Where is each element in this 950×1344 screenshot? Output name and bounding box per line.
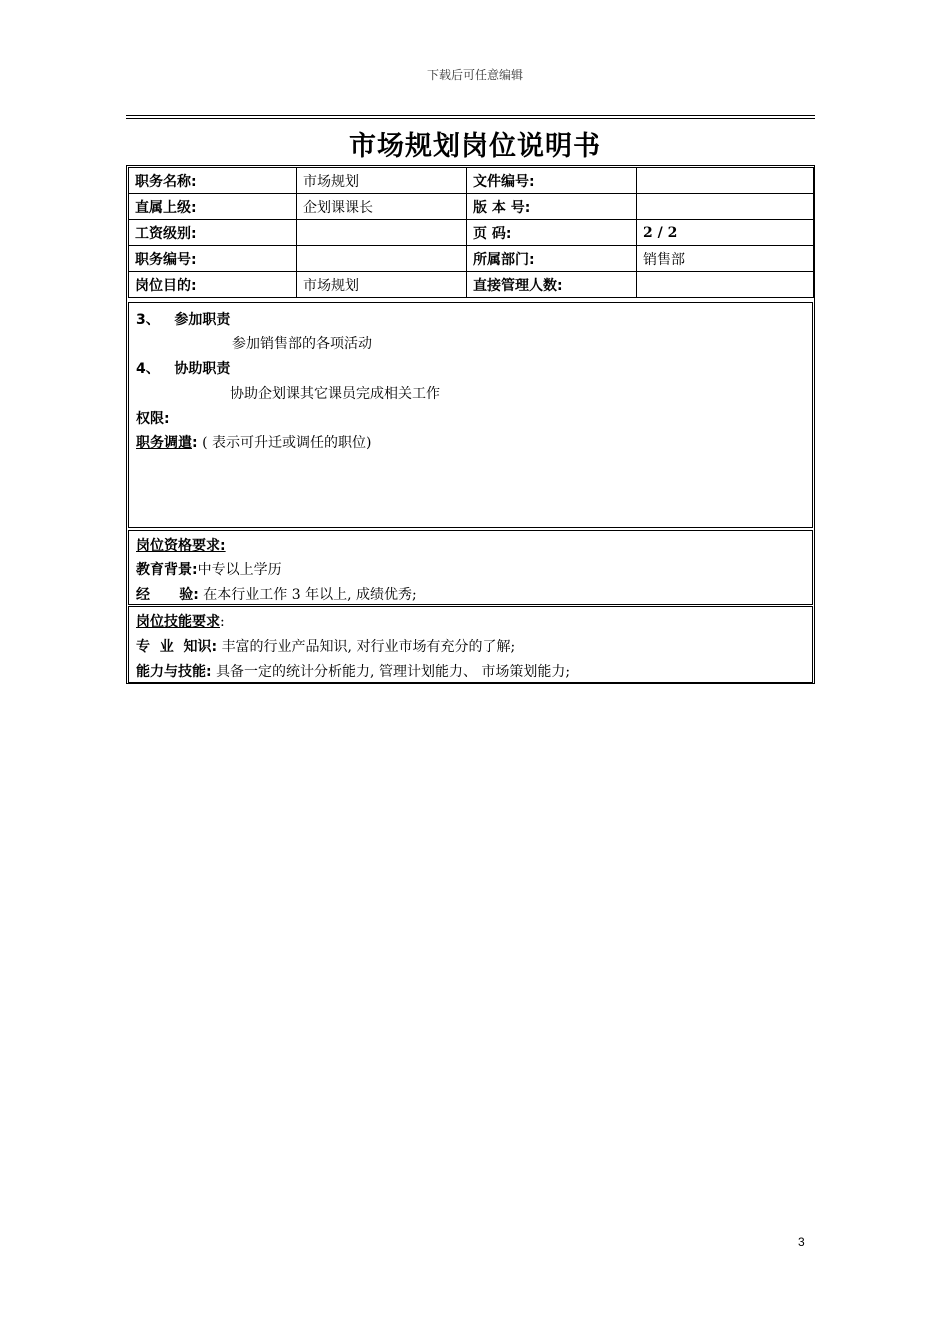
page-value: 2 / 2: [637, 220, 814, 246]
duty-3-heading: [136, 309, 230, 329]
ability-label: 能力与技能:: [136, 664, 212, 680]
transfer-text: ( 表示可升迁或调任的职位): [202, 435, 372, 451]
info-table: [128, 167, 814, 298]
transfer-label: 职务调遣: [136, 435, 192, 451]
salary-grade-label: 工资级别:: [129, 220, 297, 246]
experience-value: 在本行业工作 3 年以上, 成绩优秀;: [203, 587, 417, 603]
transfer-colon: :: [192, 435, 198, 451]
page-label: 页 码:: [467, 220, 637, 246]
title-rule-bottom: [126, 118, 815, 119]
skills-heading-colon: :: [220, 614, 225, 630]
knowledge-label: 专 业 知识:: [136, 639, 218, 655]
supervisor-value: 企划课课长: [297, 194, 467, 220]
qualifications-heading: 岗位资格要求:: [136, 538, 226, 554]
duty-4-title: 协助职责: [174, 361, 231, 377]
direct-reports-value: [637, 272, 814, 298]
direct-reports-label: 直接管理人数:: [467, 272, 637, 298]
salary-grade-value: [297, 220, 467, 246]
ability-line: [136, 661, 570, 681]
education-label: 教育背景:: [136, 562, 198, 578]
education-value: 中专以上学历: [197, 562, 282, 578]
job-title-value: 市场规划: [297, 168, 467, 194]
duty-4-text: 协助企划课其它课员完成相关工作: [230, 386, 440, 402]
knowledge-value: 丰富的行业产品知识, 对行业市场有充分的了解;: [221, 639, 516, 655]
position-number-label: 职务编号:: [129, 246, 297, 272]
doc-number-label: 文件编号:: [467, 168, 637, 194]
page-number: 3: [798, 1235, 805, 1249]
table-row: [129, 272, 814, 298]
table-row: [129, 168, 814, 194]
qualifications-section: [128, 530, 813, 605]
supervisor-label: 直属上级:: [129, 194, 297, 220]
purpose-value: 市场规划: [297, 272, 467, 298]
position-number-value: [297, 246, 467, 272]
skills-heading: 岗位技能要求: [136, 614, 220, 630]
purpose-label: 岗位目的:: [129, 272, 297, 298]
document-title: 市场规划岗位说明书: [349, 131, 601, 162]
duty-4-heading: [136, 358, 230, 378]
duty-3-number: 3、: [136, 312, 160, 328]
table-row: [129, 220, 814, 246]
table-row: [129, 194, 814, 220]
version-label: 版 本 号:: [467, 194, 637, 220]
knowledge-line: [136, 636, 515, 656]
header-note: 下载后可任意编辑: [426, 68, 523, 82]
duty-4-number: 4、: [136, 361, 160, 377]
duties-section: [128, 302, 813, 528]
education-line: [136, 559, 282, 579]
doc-number-value: [637, 168, 814, 194]
skills-heading-line: [136, 611, 225, 631]
ability-value: 具备一定的统计分析能力, 管理计划能力、 市场策划能力;: [216, 664, 571, 680]
table-row: [129, 246, 814, 272]
transfer-line: [136, 432, 371, 452]
department-label: 所属部门:: [467, 246, 637, 272]
title-rule-top: [126, 115, 815, 116]
skills-section: [128, 606, 813, 683]
job-title-label: 职务名称:: [129, 168, 297, 194]
experience-label: 经 验:: [136, 587, 199, 603]
version-value: [637, 194, 814, 220]
duty-3-title: 参加职责: [174, 312, 231, 328]
department-value: 销售部: [637, 246, 814, 272]
authority-label: 权限:: [136, 411, 170, 427]
experience-line: [136, 584, 417, 604]
duty-3-text: 参加销售部的各项活动: [232, 336, 372, 352]
